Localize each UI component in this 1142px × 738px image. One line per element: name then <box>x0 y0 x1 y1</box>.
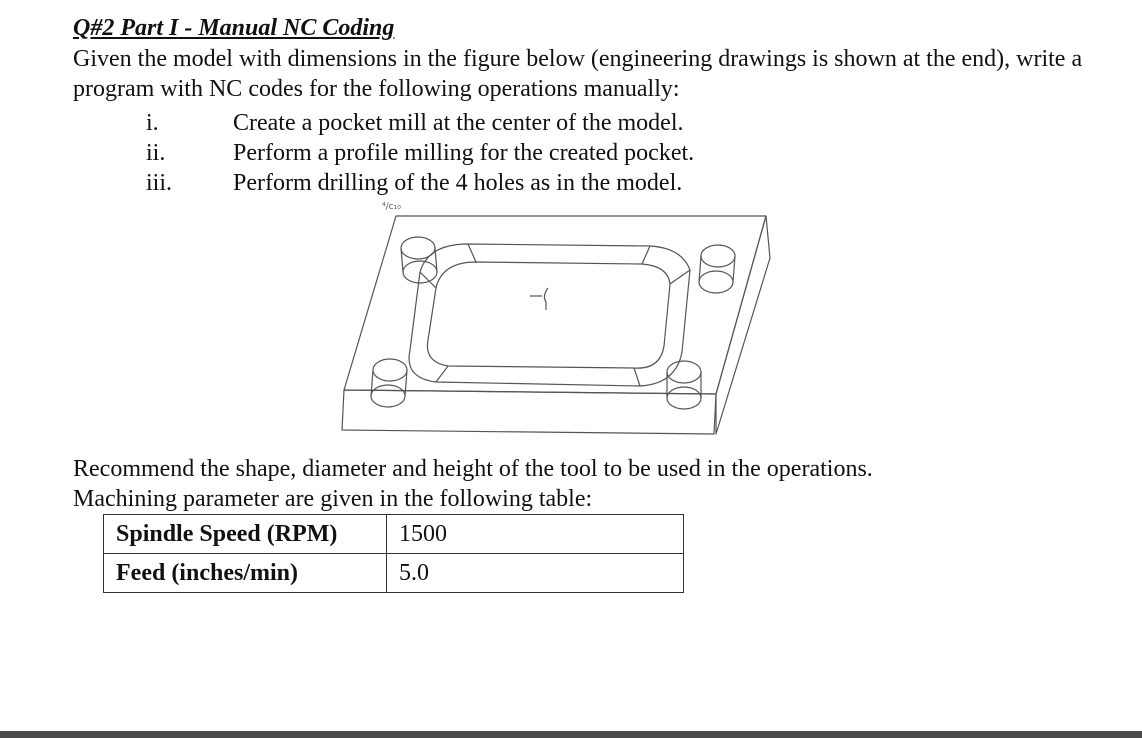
model-figure <box>330 196 780 446</box>
list-item-text: Perform drilling of the 4 holes as in the model. <box>233 170 683 196</box>
block-front-face <box>342 390 716 434</box>
machining-intro: Machining parameter are given in the following table: <box>73 486 593 512</box>
question-heading: Q#2 Part I - Manual NC Coding <box>73 15 395 41</box>
intro-paragraph: Given the model with dimensions in the figure below (engineering drawings is shown at the end), write a program with NC codes for the following operations manually: <box>73 46 1083 102</box>
bottom-scroll-bar <box>0 731 1142 738</box>
table-cell-value: 1500 <box>387 515 684 554</box>
origin-marker-icon <box>530 288 548 310</box>
block-side-face <box>716 216 770 434</box>
list-item <box>0 138 1100 168</box>
list-item-number: ii. <box>146 140 166 166</box>
list-item <box>0 108 1100 138</box>
hole-bottom-left <box>371 359 407 407</box>
list-item <box>0 168 1100 198</box>
recommend-paragraph: Recommend the shape, diameter and height of the tool to be used in the operations. <box>73 456 873 482</box>
table-cell-value: 5.0 <box>387 554 684 593</box>
table-cell-label: Feed (inches/min) <box>104 554 387 593</box>
surface-finish-label: ⁴/c₁₀ <box>382 202 401 212</box>
list-item-text: Perform a profile milling for the created pocket. <box>233 140 695 166</box>
table-row <box>104 554 684 593</box>
table-row <box>104 515 684 554</box>
pocket-floor <box>427 262 670 368</box>
hole-bottom-right <box>667 361 701 409</box>
machining-parameters-table <box>103 514 684 593</box>
list-item-text: Create a pocket mill at the center of the model. <box>233 110 684 136</box>
list-item-number: i. <box>146 110 159 136</box>
table-cell-label: Spindle Speed (RPM) <box>104 515 387 554</box>
list-item-number: iii. <box>146 170 173 196</box>
hole-top-right <box>699 245 735 293</box>
